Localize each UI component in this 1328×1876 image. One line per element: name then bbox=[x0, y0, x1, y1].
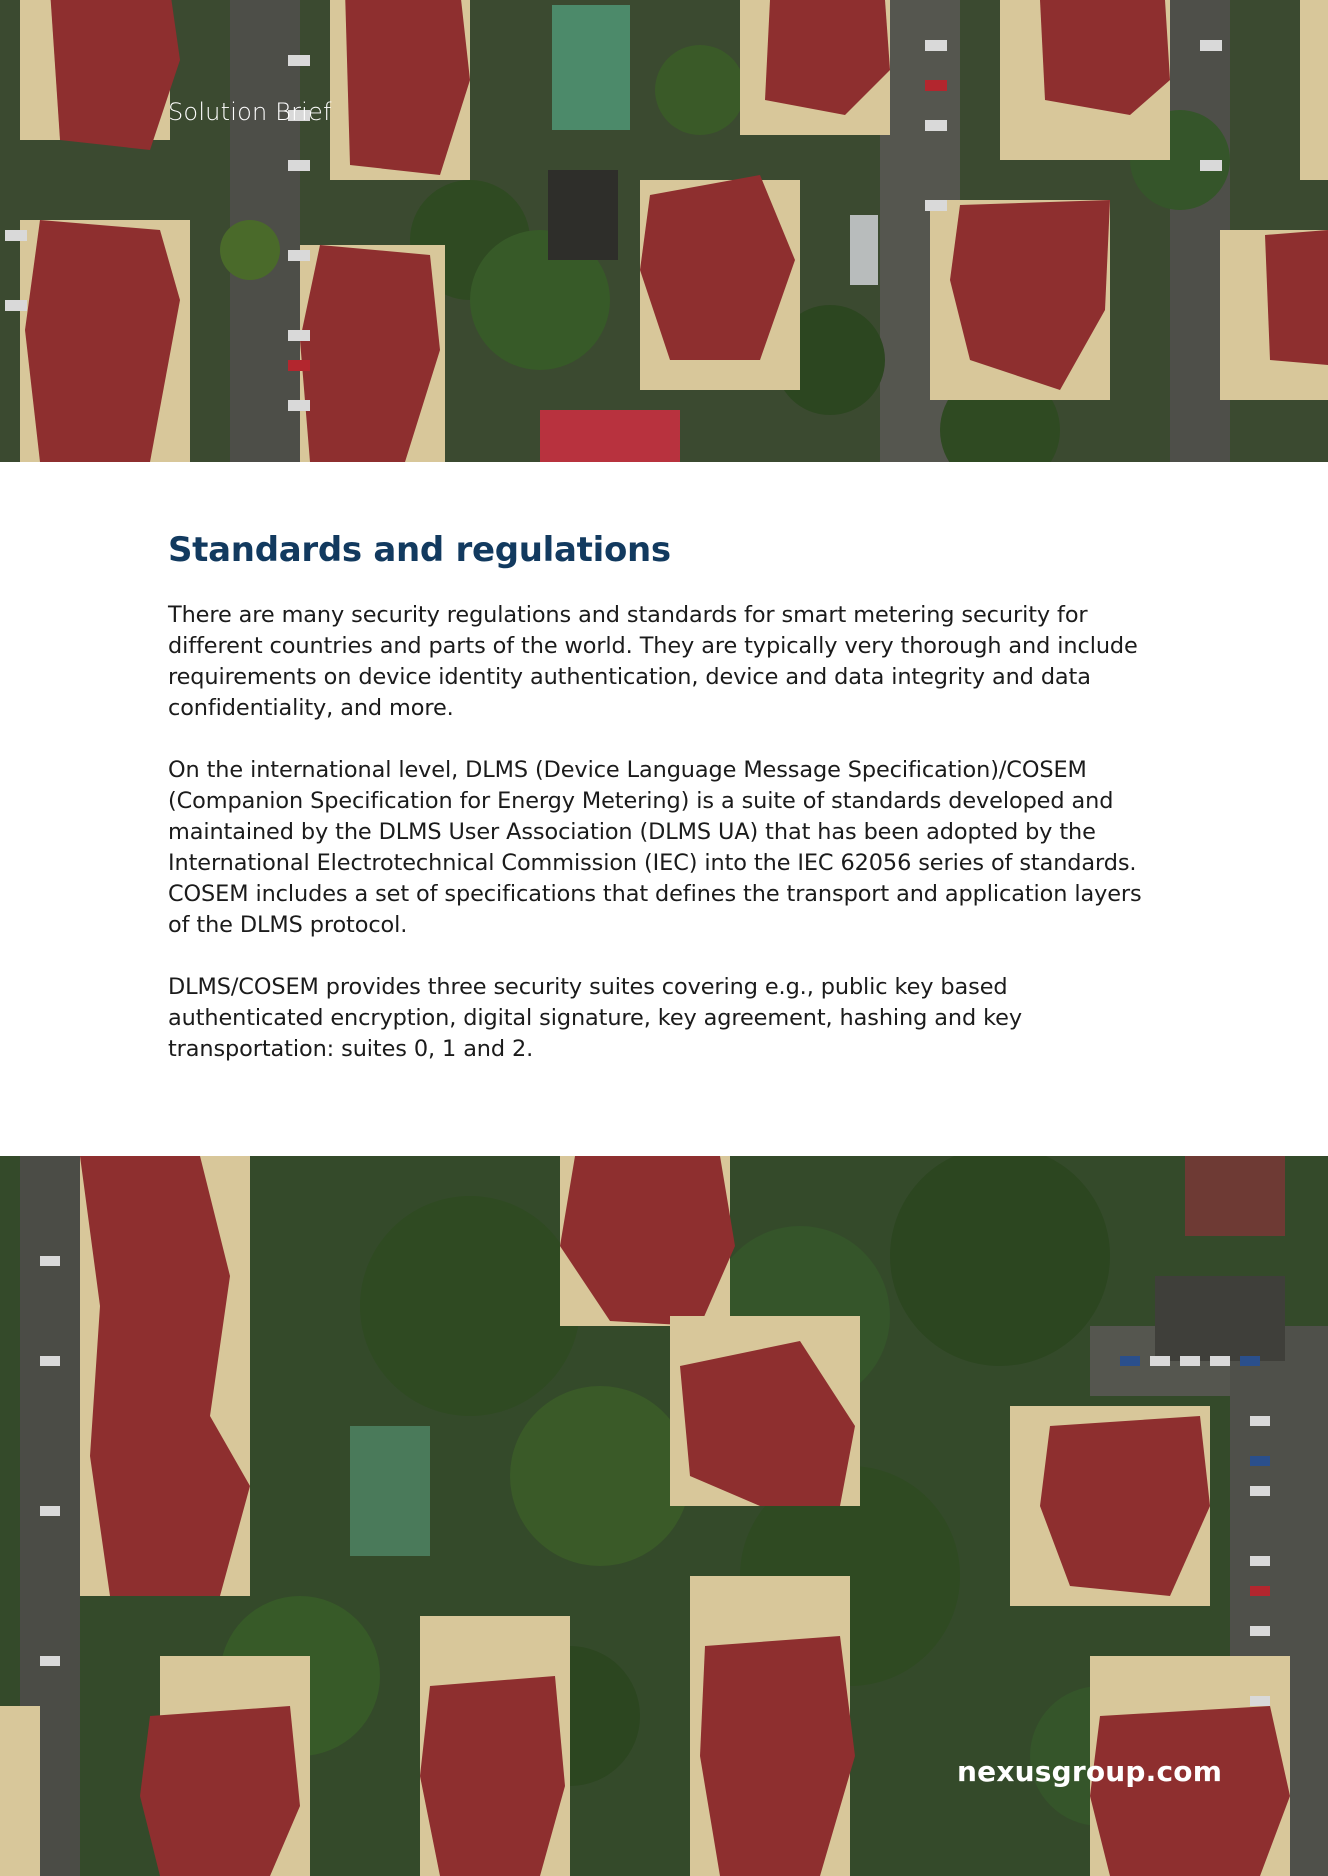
section-title: Standards and regulations bbox=[168, 530, 671, 570]
paragraph-security-suites: DLMS/COSEM provides three security suites covering e.g., public key based authenticated encryption, digital signature, key agreement, hashing and key transportation: suites 0, 1 and 2. bbox=[168, 974, 1022, 1062]
aerial-photo-top bbox=[0, 0, 1328, 462]
website-url[interactable]: nexusgroup.com bbox=[957, 1755, 1223, 1788]
paragraph-intro: There are many security regulations and standards for smart metering security for different countries and parts of the world. They are typically very thorough and include requirements on device identity authentication, device and data integrity and data confidentiality, and more. bbox=[168, 602, 1138, 721]
paragraph-dlms: On the international level, DLMS (Device Language Message Specification)/COSEM (Companion Specification for Energy Metering) is a suite of standards developed and maintained by the DLMS User Association (DLMS UA) that has been adopted by the International Electrotechnical Commission (IEC) into the IEC 62056 series of standards. COSEM includes a set of specifications that defines the transport and application layers of the DLMS protocol. bbox=[168, 757, 1142, 938]
document-type-label: Solution Brief bbox=[168, 98, 332, 126]
standards-section bbox=[168, 530, 1158, 1096]
